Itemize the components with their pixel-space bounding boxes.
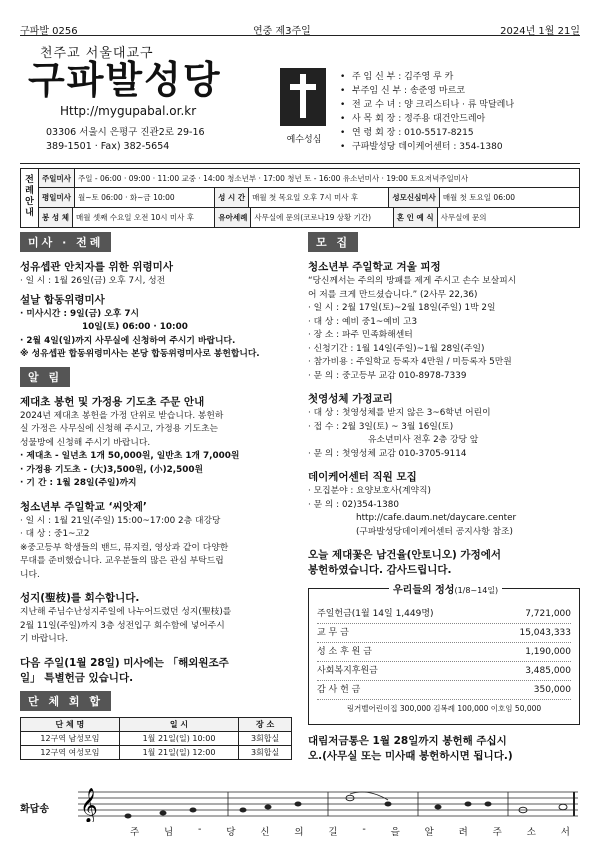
schedule-label: 성모신심미사: [389, 188, 439, 206]
schedule-label: 주일미사: [39, 169, 75, 187]
article-line: · 대 상 : 예비 중1~예비 고3: [308, 316, 418, 327]
right-column: [308, 232, 580, 764]
offering-label: 성 소 후 원 금: [317, 647, 372, 657]
schedule-body: [39, 169, 579, 227]
article-line: ※ 성유셉관 합동위령미사는 본당 합동위령미사로 봉헌합니다.: [20, 349, 260, 359]
lyric-syllable: 주: [130, 827, 140, 838]
staff-row: • 연 령 회 장 : 010-5517-8215: [340, 128, 474, 138]
lyric-syllable: 소: [526, 827, 536, 838]
article-title: 일」 특별헌금 있습니다.: [20, 671, 134, 684]
offering-rows: [317, 605, 571, 700]
offering-label: 교 무 금: [317, 628, 349, 638]
cross-icon: [300, 74, 306, 118]
schedule-value: 주일 - 06:00 · 09:00 · 11:00 교중 · 14:00 청소년부 · 17:00 청년 토 - 16:00 유소년미사 · 19:00 토요저녁주일미사: [77, 174, 469, 183]
article-line: · 대 상 : 중1~고2: [20, 529, 90, 539]
staff-row: • 부주임 신 부 : 송준영 마르코: [340, 86, 465, 96]
hymn-label: 화답송: [20, 804, 49, 815]
parish-title: 구파발성당: [28, 58, 222, 102]
parish-address: [46, 126, 205, 154]
phone-line: 389-1501 · Fax) 382-5654: [46, 141, 170, 152]
staff-text: 연 령 회 장 : 010-5517-8215: [352, 128, 474, 138]
staff-row: • 사 목 회 장 : 정주용 대건안드레아: [340, 114, 486, 124]
staff-text: 전 교 수 녀 : 양 크리스티나 · 류 막달레나: [352, 100, 515, 110]
article-line: · 장 소 : 파주 민족화해센터: [308, 330, 413, 340]
article-line: 2월 11일(주일)까지 3층 성전입구 회수함에 넣어주시: [20, 620, 225, 631]
article-line: · 신청기간 : 1월 14일(주일)~1월 28일(주일): [308, 343, 485, 354]
left-column: [20, 232, 292, 760]
masthead: [20, 40, 580, 164]
offering-row: [317, 681, 571, 700]
article-title: 청소년부 주일학교 겨울 피정: [308, 261, 441, 273]
staff-list: [340, 70, 580, 154]
lyric-syllable: 서: [560, 827, 570, 838]
article-line: · 제대초 - 일년초 1개 50,000원, 일반초 1개 7,000원: [20, 451, 240, 461]
table-cell: 12구역 남성모임: [21, 731, 120, 745]
table-cell: 3회합실: [239, 731, 292, 745]
article-line: · 대 상 : 첫영성체를 받지 않은 3~6학년 어린이: [308, 408, 491, 418]
article-title: 첫영성체 가정교리: [308, 393, 393, 405]
issue-date: 2024년 1월 21일: [500, 26, 580, 37]
schedule-label: 유아세례: [215, 208, 251, 227]
group-section-banner: 단 체 회 합: [20, 691, 111, 711]
issue-number: 구파발 0256: [20, 26, 78, 37]
offering-title-text: 우리들의 정성: [393, 585, 455, 596]
offering-label: 주일헌금(1월 14일 1,449명): [317, 609, 434, 619]
table-cell: 1월 21일(일) 10:00: [119, 731, 238, 745]
schedule-label: 성 시 간: [215, 188, 249, 206]
logo-caption: 예수성심: [286, 135, 322, 145]
schedule-value: 매월 첫 목요일 오후 7시 미사 후: [249, 188, 389, 206]
table-cell: 3회합실: [239, 745, 292, 759]
offering-amount: 15,043,333: [519, 628, 571, 638]
schedule-value: 월~토 06:00 · 화~금 10:00: [75, 188, 215, 206]
schedule-label: 평일미사: [39, 188, 75, 206]
offering-amount: 350,000: [533, 685, 571, 695]
treble-clef-icon: 𝄞: [80, 788, 98, 822]
music-staff: [78, 786, 578, 822]
offering-note: 링거벨어린이집 300,000 김복례 100,000 이호임 50,000: [346, 704, 542, 713]
article-line: 어 저를 크게 만드셨습니다.” (2사무 22,36): [308, 289, 478, 300]
responsorial-psalm: [20, 786, 580, 838]
table-cell: 1월 21일(일) 12:00: [119, 745, 238, 759]
article-line: · 가정용 기도초 - (大)3,500원, (小)2,500원: [20, 464, 203, 475]
mass-section-banner: 미사 · 전례: [20, 232, 111, 252]
staff-text: 부주임 신 부 : 송준영 마르코: [352, 86, 465, 96]
article-line: 기 바랍니다.: [20, 634, 69, 644]
article-line: (구파발성당데이케어센터 공지사항 참조): [356, 526, 513, 537]
article-line: “당신께서는 주의의 방패를 제게 주시고 손수 보살피시: [308, 276, 517, 286]
schedule-label: 봉 성 체: [39, 208, 73, 227]
diocese-name: 천주교 서울대교구: [40, 46, 154, 61]
article-line: · 일 시 : 2월 17일(토)~2월 18일(주일) 1박 2일: [308, 303, 496, 313]
article-line: · 미사시간 : 9일(금) 오후 7시: [20, 308, 139, 319]
parish-logo: [274, 68, 334, 150]
article-title: 성지(聖枝)를 회수합니다.: [20, 592, 140, 604]
lyric-syllable: 의: [294, 827, 304, 838]
liturgy-schedule: [20, 168, 580, 228]
article-title: 청소년부 주일학교 ‘씨앗제’: [20, 500, 147, 513]
lyric-syllable: -: [362, 824, 366, 835]
offering-amount: 1,190,000: [525, 647, 571, 657]
article-line: 성물방에 신청해 주시기 바랍니다.: [20, 437, 151, 448]
staff-text: 사 목 회 장 : 정주용 대건안드레아: [352, 114, 486, 124]
notice-section-banner: 알 림: [20, 367, 70, 387]
schedule-value: 사무실에 문의: [440, 212, 487, 222]
cross-icon-bar: [290, 84, 316, 90]
article-title: 제대초 봉헌 및 가정용 기도초 주문 안내: [20, 395, 205, 408]
article-line: 무대를 준비했습니다. 교우분들의 많은 관심 부탁드립: [20, 556, 224, 566]
article-line: · 참가비용 : 주일학교 등록자 4만원 / 미등록자 5만원: [308, 357, 512, 367]
article-line: ※중고등부 학생들의 밴드, 뮤지컬, 영상과 같이 다양한: [20, 542, 229, 553]
article-title: 다음 주일(1월 28일) 미사에는 「해외원조주: [20, 656, 229, 669]
thanks-note: 오늘 제대꽃은 남건율(안토니오) 가정에서: [308, 549, 501, 561]
article-title: 성유셉관 안치자를 위한 위령미사: [20, 261, 173, 273]
offering-row: [317, 662, 571, 681]
lyric-syllable: 길: [328, 827, 338, 838]
lyric-syllable: -: [198, 824, 202, 835]
website-link[interactable]: Http://mygupabal.or.kr: [60, 104, 197, 118]
offering-amount: 3,485,000: [525, 666, 571, 676]
article-title: 데이케어센터 직원 모집: [308, 471, 417, 483]
lyric-syllable: 을: [390, 827, 400, 838]
recruit-section-banner: 모 집: [308, 232, 358, 252]
schedule-row: [39, 169, 579, 188]
table-row: [21, 745, 292, 759]
piggy-bank-note: 오.(사무실 또는 미사때 봉헌하시면 됩니다.): [308, 750, 513, 762]
article-title: 설날 합동위령미사: [20, 293, 105, 306]
offering-label: 감 사 헌 금: [317, 685, 361, 695]
offering-label: 사회복지후원금: [317, 666, 378, 676]
schedule-label: 혼 인 예 식: [394, 208, 438, 227]
lyric-syllable: 님: [164, 827, 174, 838]
thanks-note: 봉헌하였습니다. 감사드립니다.: [308, 564, 452, 576]
article-line: 10일(토) 06:00 · 10:00: [82, 322, 188, 332]
article-line: · 기 간 : 1월 28일(주일)까지: [20, 478, 137, 488]
schedule-row: [39, 188, 579, 207]
article-line: 지난해 주님수난성지주일에 나누어드렸던 성지(聖枝)를: [20, 607, 232, 617]
lyric-syllable: 려: [458, 827, 468, 838]
schedule-row: [39, 208, 579, 227]
offering-row: [317, 624, 571, 643]
offering-amount: 7,721,000: [525, 609, 571, 619]
article-line: · 모집분야 : 요양보호사(계약직): [308, 486, 431, 496]
schedule-value: 사무실에 문의(코로나19 상황 기간): [251, 208, 393, 227]
staff-row: • 전 교 수 녀 : 양 크리스티나 · 류 막달레나: [340, 100, 515, 110]
offering-row: [317, 605, 571, 624]
lyric-syllable: 주: [492, 827, 502, 838]
liturgical-season: 연중 제3주일: [253, 26, 311, 37]
hymn-lyrics: [130, 824, 570, 838]
schedule-value: 매월 첫 토요일 06:00: [442, 193, 516, 203]
article-line: 유소년미사 전후 2층 강당 앞: [368, 435, 479, 445]
article-line: · 문 의 : 중고등부 교감 010-8978-7339: [308, 370, 467, 381]
group-column-header: 장 소: [239, 717, 292, 731]
lyric-syllable: 당: [226, 827, 236, 838]
article-line: · 일 시 : 1월 21일(주일) 15:00~17:00 2층 대강당: [20, 515, 221, 526]
group-column-header: 단 체 명: [21, 717, 120, 731]
article-line: 니다.: [20, 569, 40, 580]
table-row: [21, 731, 292, 745]
offering-box: [308, 585, 580, 725]
article-line: · 일 시 : 1월 26일(금) 오후 7시, 성전: [20, 276, 166, 286]
daycare-link[interactable]: http://cafe.daum.net/daycare.center: [356, 513, 517, 523]
group-column-header: 일 시: [119, 717, 238, 731]
staff-text: 주 임 신 부 : 김주영 루 카: [352, 72, 454, 82]
lyric-syllable: 신: [260, 827, 270, 838]
article-line: · 접 수 : 2월 3일(토) ~ 3월 16일(토): [308, 421, 454, 432]
table-cell: 12구역 여성모임: [21, 745, 120, 759]
offering-title: [389, 581, 502, 596]
article-line: 실 가정은 사무실에 신청해 주시고, 가정용 기도초는: [20, 424, 219, 434]
piggy-bank-note: 대림저금통은 1월 28일까지 봉헌해 주십시: [308, 735, 507, 747]
staff-row: • 주 임 신 부 : 김주영 루 카: [340, 72, 454, 82]
offering-row: [317, 643, 571, 662]
article-line: 2024년 제대초 봉헌을 가정 단위로 받습니다. 봉헌하: [20, 410, 224, 421]
schedule-heading: 전례안내: [21, 169, 39, 227]
article-line: · 2월 4일(일)까지 사무실에 신청하여 주시기 바랍니다.: [20, 335, 236, 346]
staff-text: 구파발성당 데이케어센터 : 354-1380: [352, 142, 503, 152]
staff-row: • 구파발성당 데이케어센터 : 354-1380: [340, 142, 503, 152]
article-line: · 문 의 : 02)354-1380: [308, 499, 399, 510]
offering-period: (1/8~14일): [454, 586, 499, 595]
lyric-syllable: 알: [424, 827, 434, 838]
article-line: · 문 의 : 첫영성체 교감 010-3705-9114: [308, 448, 467, 459]
group-meeting-table: [20, 717, 292, 760]
header-bar: [20, 22, 580, 36]
address-line: 03306 서울시 은평구 진관2로 29-16: [46, 127, 205, 138]
schedule-value: 매월 셋째 수요일 오전 10시 미사 후: [73, 208, 215, 227]
